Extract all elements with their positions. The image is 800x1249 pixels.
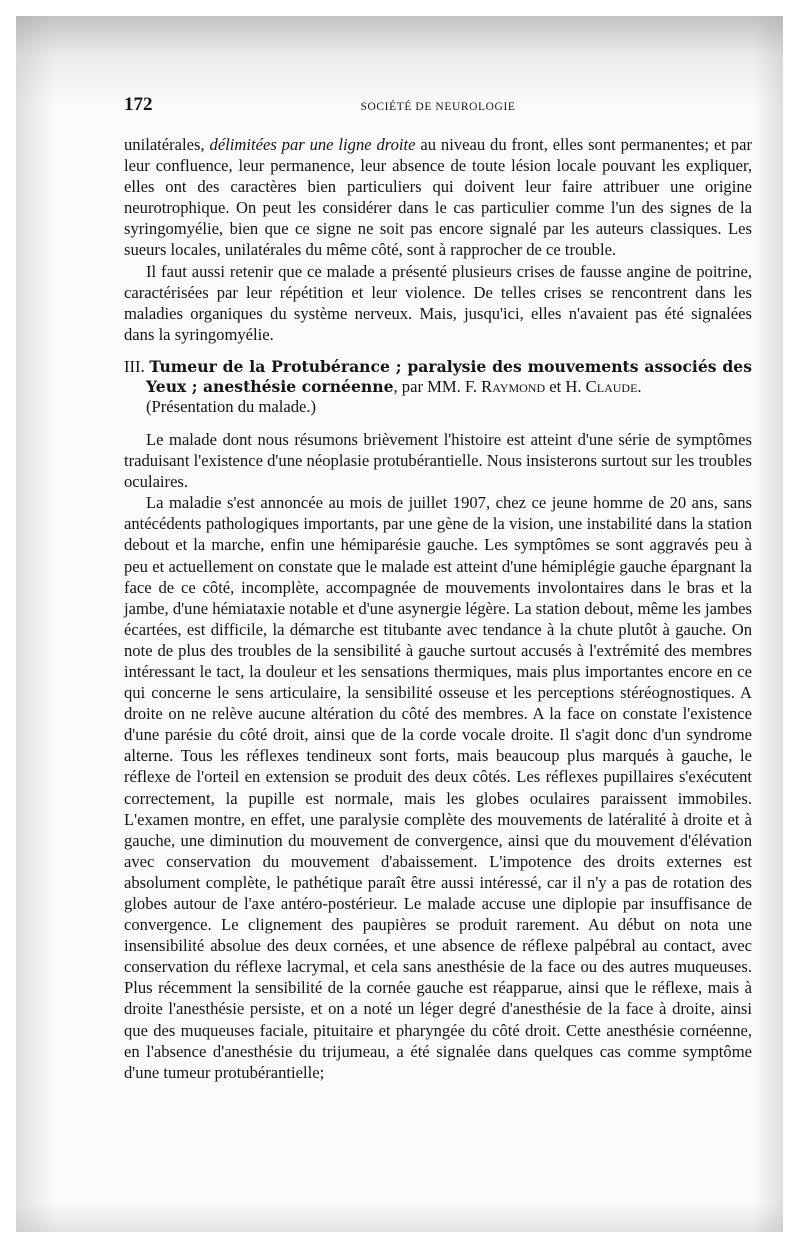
author-claude: Claude: [585, 376, 638, 396]
running-head-title: SOCIÉTÉ DE NEUROLOGIE: [360, 101, 516, 113]
section-number: III.: [124, 356, 150, 376]
continuation-paragraph: [124, 134, 752, 261]
page-content: [124, 94, 752, 1083]
scanned-page: [16, 16, 783, 1232]
paragraph-angine: Il faut aussi retenir que ce malade a présenté plusieurs crises de fausse angine de poitrine, caractérisées par leur répétition et leur violence. De telles crises se rencontrent dans les maladies organiques du système nerveux. Mais, jusqu'ici, elles n'avaient pas été signalées dans la syringomyélie.: [124, 261, 752, 344]
italic-phrase: délimitées par une ligne droite: [209, 135, 416, 154]
author-raymond: Raymond: [481, 376, 546, 396]
paragraph-intro: Le malade dont nous résumons brièvement l'histoire est atteint d'une série de symptômes traduisant l'existence d'une néoplasie protubérantielle. Nous insisterons surtout sur les troubles oculaires.: [124, 429, 752, 492]
section-note: (Présentation du malade.): [146, 396, 317, 416]
section-end: .: [637, 376, 642, 396]
continuation-text-rest: au niveau du front, elles sont permanentes; et par leur confluence, leur permanence, leur absence de toute lésion locale pouvant les expliquer, elles ont des caractères bien particuliers qui doivent leur faire attribuer une origine neurotrophique. On peut les considérer dans le cas particulier comme l'un des signes de la syringomyélie, bien que ce signe ne soit pas encore signalé par les auteurs classiques. Les sueurs locales, unilatérales du même côté, sont à rapprocher de ce trouble.: [124, 135, 752, 260]
section-and: et H.: [545, 376, 586, 396]
section-by: , par MM. F.: [393, 376, 482, 396]
paragraph-main: La maladie s'est annoncée au mois de juillet 1907, chez ce jeune homme de 20 ans, sans antécédents pathologiques importants, par une gène de la vision, une instabilité dans la station debout et la marche, enfin une hémiparésie gauche. Les symptômes se sont aggravés peu à peu et actuellement on constate que le malade est atteint d'une hémiplégie gauche épargnant la face de ce côté, incomplète, accompagnée de mouvements involontaires dans le bras et la jambe, d'une hémiataxie notable et d'une asynergie légère. La station debout, même les jambes écartées, est difficile, la démarche est titubante avec tendance à la chute plutôt à gauche. On note de plus des troubles de la sensibilité à gauche surtout accusés à l'extrémité des membres intéressant le tact, la douleur et les sensations thermiques, mais plus importantes encore en ce qui concerne le sens articulaire, la sensibilité osseuse et les perceptions stéréognostiques. A droite on ne relève aucune altération du côté des membres. A la face on constate l'existence d'une parésie du côté droit, ainsi que de la corde vocale droite. Il s'agit donc d'un syndrome alterne. Tous les réflexes tendineux sont forts, mais beaucoup plus marqués à gauche, le réflexe de l'orteil en extension se produit des deux côtés. Les réflexes pupillaires s'exécutent correctement, la pupille est normale, mais les globes oculaires paraissent immobiles. L'examen montre, en effet, une paralysie complète des mouvements de latéralité à droite et à gauche, une diminution du mouvement de convergence, ainsi que du mouvement d'élévation avec conservation du mouvement d'abaissement. L'impotence des droits externes est absolument complète, le pathétique paraît être aussi intéressé, car il n'y a pas de rotation des globes autour de l'axe antéro-postérieur. Le malade accuse une diplopie par insuffisance de convergence. Le clignement des paupières se produit rarement. Au début on nota une insensibilité absolue des deux cornées, et une absence de réflexe palpébral au contact, avec conservation du réflexe lacrymal, et cela sans anesthésie de la face ou des autres muqueuses. Plus récemment la sensibilité de la cornée gauche est réapparue, ainsi que le réflexe, mais à droite l'anesthésie persiste, et on a noté un léger degré d'anesthésie de la face à droite, ainsi que des muqueuses faciale, pituitaire et pharyngée du côté droit. Cette anesthésie cornéenne, en l'absence d'anesthésie du trijumeau, a été signalée dans quelques cas comme symptôme d'une tumeur protubérantielle;: [124, 493, 752, 1082]
page-number: 172: [124, 94, 153, 115]
section-title: Tumeur de la Protubérance ; paralysie des mouvements associés des Yeux ; anesthésie cornéenne: [146, 356, 752, 396]
continuation-text-start: unilatérales,: [124, 135, 210, 154]
section-heading: [124, 357, 752, 417]
running-head: [124, 94, 752, 116]
